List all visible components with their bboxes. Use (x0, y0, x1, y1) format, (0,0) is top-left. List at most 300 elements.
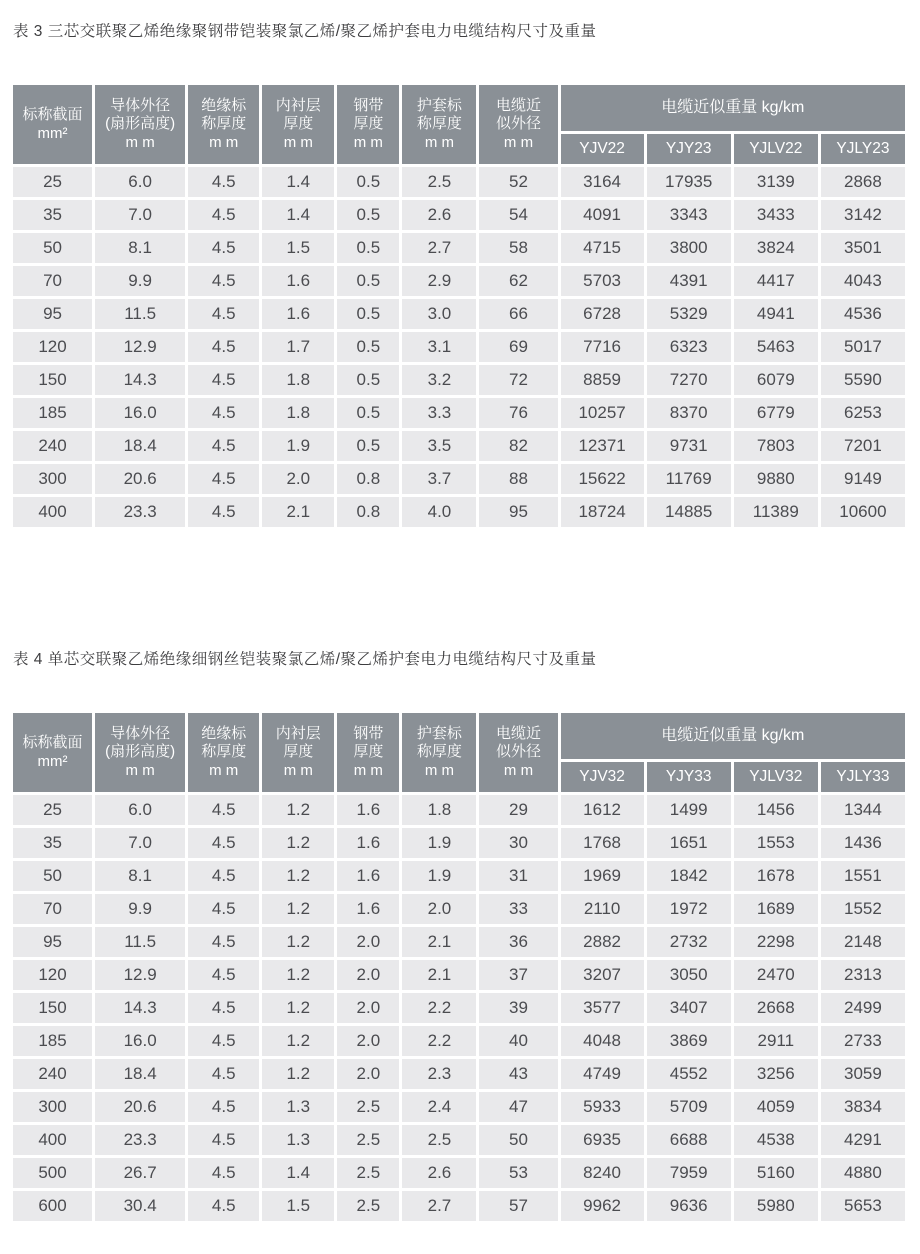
table-cell: 4.5 (188, 1158, 259, 1188)
table-cell: 88 (479, 464, 557, 494)
header-row (13, 713, 905, 759)
table-cell: 2.4 (402, 1092, 476, 1122)
table-cell: 1.7 (262, 332, 334, 362)
table-cell: 400 (13, 497, 92, 527)
table-cell: 0.5 (337, 431, 399, 461)
table-cell: 1.2 (262, 927, 334, 957)
table-cell: 3050 (647, 960, 731, 990)
table-cell: 58 (479, 233, 557, 263)
table-row (13, 894, 905, 924)
table-cell: 39 (479, 993, 557, 1023)
table-cell: 1.6 (337, 894, 399, 924)
table-cell: 5329 (647, 299, 731, 329)
table-cell: 1.8 (262, 365, 334, 395)
table-cell: 18724 (561, 497, 644, 527)
column-header-insulation-thickness: 绝缘标 称厚度 m m (188, 713, 259, 792)
table-cell: 2470 (734, 960, 818, 990)
table-cell: 240 (13, 1059, 92, 1089)
table-cell: 9731 (647, 431, 731, 461)
table-cell: 0.5 (337, 233, 399, 263)
table-cell: 3.2 (402, 365, 476, 395)
table-cell: 0.5 (337, 266, 399, 296)
table-cell: 3834 (821, 1092, 905, 1122)
table-cell: 150 (13, 993, 92, 1023)
table-cell: 16.0 (95, 1026, 185, 1056)
table-row (13, 167, 905, 197)
table-cell: 2.5 (337, 1092, 399, 1122)
table-cell: 9.9 (95, 266, 185, 296)
table-cell: 2.5 (402, 1125, 476, 1155)
weight-group-header: 电缆近似重量 kg/km (561, 713, 905, 759)
table-cell: 1.2 (262, 828, 334, 858)
table-cell: 2.2 (402, 993, 476, 1023)
table-cell: 2.1 (262, 497, 334, 527)
table-cell: 3407 (647, 993, 731, 1023)
table-cell: 4.5 (188, 497, 259, 527)
table-cell: 4880 (821, 1158, 905, 1188)
table-cell: 6.0 (95, 795, 185, 825)
column-header-sheath-thickness: 护套标 称厚度 m m (402, 713, 476, 792)
table-cell: 0.8 (337, 464, 399, 494)
table-cell: 36 (479, 927, 557, 957)
table-cell: 11769 (647, 464, 731, 494)
table-row (13, 365, 905, 395)
weight-column-header-yjly33: YJLY33 (821, 762, 905, 792)
table-cell: 2.5 (402, 167, 476, 197)
table-cell: 2.7 (402, 1191, 476, 1221)
table-cell: 4.5 (188, 927, 259, 957)
table-cell: 1972 (647, 894, 731, 924)
table-cell: 5017 (821, 332, 905, 362)
table-row (13, 960, 905, 990)
table-cell: 5980 (734, 1191, 818, 1221)
table-cell: 7803 (734, 431, 818, 461)
table-cell: 4.5 (188, 200, 259, 230)
table-cell: 9636 (647, 1191, 731, 1221)
table-row (13, 1092, 905, 1122)
table-cell: 4.5 (188, 1125, 259, 1155)
table-cell: 4.5 (188, 398, 259, 428)
table-cell: 4091 (561, 200, 644, 230)
table-cell: 120 (13, 960, 92, 990)
header-row (13, 85, 905, 131)
table-cell: 1.9 (262, 431, 334, 461)
column-header-conductor-od: 导体外径 (扇形高度) m m (95, 85, 185, 164)
table-cell: 4.5 (188, 894, 259, 924)
table-cell: 0.5 (337, 299, 399, 329)
table-cell: 1.6 (337, 795, 399, 825)
table-cell: 43 (479, 1059, 557, 1089)
column-header-nominal-section: 标称截面 mm² (13, 713, 92, 792)
table-cell: 23.3 (95, 497, 185, 527)
table-cell: 3800 (647, 233, 731, 263)
table-cell: 1.8 (402, 795, 476, 825)
table-cell: 1.2 (262, 1059, 334, 1089)
table-cell: 7201 (821, 431, 905, 461)
table-cell: 4536 (821, 299, 905, 329)
table-cell: 1.4 (262, 1158, 334, 1188)
table-cell: 4.0 (402, 497, 476, 527)
table-cell: 4.5 (188, 1092, 259, 1122)
table-cell: 2.0 (337, 993, 399, 1023)
table-cell: 1.9 (402, 861, 476, 891)
table-cell: 2313 (821, 960, 905, 990)
table-row (13, 497, 905, 527)
weight-column-header-yjy23: YJY23 (647, 134, 731, 164)
table-cell: 16.0 (95, 398, 185, 428)
table-cell: 1.2 (262, 894, 334, 924)
table-cell: 11.5 (95, 299, 185, 329)
table-cell: 1.3 (262, 1125, 334, 1155)
column-header-approx-od: 电缆近 似外径 m m (479, 713, 557, 792)
table-cell: 8.1 (95, 861, 185, 891)
table-cell: 4.5 (188, 828, 259, 858)
table-row (13, 332, 905, 362)
table-cell: 4059 (734, 1092, 818, 1122)
table-cell: 4.5 (188, 431, 259, 461)
table-cell: 4.5 (188, 464, 259, 494)
table-cell: 3.7 (402, 464, 476, 494)
table4-title: 表 4 单芯交联聚乙烯绝缘细钢丝铠装聚氯乙烯/聚乙烯护套电力电缆结构尺寸及重量 (13, 651, 597, 668)
table-cell: 9149 (821, 464, 905, 494)
table-cell: 9962 (561, 1191, 644, 1221)
table-row (13, 1059, 905, 1089)
table-cell: 8.1 (95, 233, 185, 263)
table-cell: 6.0 (95, 167, 185, 197)
table-cell: 57 (479, 1191, 557, 1221)
table-row (13, 1158, 905, 1188)
table-cell: 6688 (647, 1125, 731, 1155)
table-cell: 62 (479, 266, 557, 296)
table-cell: 1.4 (262, 167, 334, 197)
table3-title: 表 3 三芯交联聚乙烯绝缘聚钢带铠装聚氯乙烯/聚乙烯护套电力电缆结构尺寸及重量 (13, 23, 597, 40)
table-cell: 10257 (561, 398, 644, 428)
table-row (13, 1125, 905, 1155)
table-cell: 2110 (561, 894, 644, 924)
table-cell: 35 (13, 828, 92, 858)
table-cell: 1.6 (262, 299, 334, 329)
table-cell: 9.9 (95, 894, 185, 924)
table-row (13, 299, 905, 329)
table-cell: 14.3 (95, 993, 185, 1023)
table-cell: 6323 (647, 332, 731, 362)
table-cell: 54 (479, 200, 557, 230)
table-cell: 0.8 (337, 497, 399, 527)
table-cell: 2.5 (337, 1191, 399, 1221)
table-cell: 50 (13, 233, 92, 263)
table-cell: 3.0 (402, 299, 476, 329)
table-cell: 2.6 (402, 1158, 476, 1188)
table-cell: 3164 (561, 167, 644, 197)
table-cell: 150 (13, 365, 92, 395)
table-cell: 2911 (734, 1026, 818, 1056)
table-cell: 5463 (734, 332, 818, 362)
table-cell: 25 (13, 795, 92, 825)
table-cell: 3059 (821, 1059, 905, 1089)
table-cell: 8370 (647, 398, 731, 428)
table-cell: 10600 (821, 497, 905, 527)
table-cell: 6253 (821, 398, 905, 428)
table-cell: 600 (13, 1191, 92, 1221)
table-cell: 7716 (561, 332, 644, 362)
table-cell: 23.3 (95, 1125, 185, 1155)
table-cell: 2499 (821, 993, 905, 1023)
column-header-steel-tape-thickness: 钢带 厚度 m m (337, 713, 399, 792)
weight-column-header-yjlv22: YJLV22 (734, 134, 818, 164)
table-cell: 2.1 (402, 960, 476, 990)
table4 (10, 710, 908, 1224)
table-cell: 1456 (734, 795, 818, 825)
table-cell: 1689 (734, 894, 818, 924)
table-cell: 4.5 (188, 960, 259, 990)
table-cell: 70 (13, 894, 92, 924)
table-cell: 7.0 (95, 200, 185, 230)
column-header-nominal-section: 标称截面 mm² (13, 85, 92, 164)
table-cell: 11.5 (95, 927, 185, 957)
table-cell: 4.5 (188, 795, 259, 825)
table-cell: 1344 (821, 795, 905, 825)
table-cell: 0.5 (337, 167, 399, 197)
table-cell: 4.5 (188, 332, 259, 362)
table-cell: 2.0 (337, 927, 399, 957)
table-cell: 400 (13, 1125, 92, 1155)
table-cell: 2148 (821, 927, 905, 957)
weight-column-header-yjlv32: YJLV32 (734, 762, 818, 792)
table-cell: 1.2 (262, 960, 334, 990)
table-cell: 1551 (821, 861, 905, 891)
table-cell: 1.2 (262, 1026, 334, 1056)
table-cell: 2.3 (402, 1059, 476, 1089)
table-cell: 1.2 (262, 993, 334, 1023)
table-cell: 82 (479, 431, 557, 461)
column-header-steel-tape-thickness: 钢带 厚度 m m (337, 85, 399, 164)
table-cell: 2.9 (402, 266, 476, 296)
table-cell: 3869 (647, 1026, 731, 1056)
table-cell: 1969 (561, 861, 644, 891)
table-cell: 4941 (734, 299, 818, 329)
table-cell: 29 (479, 795, 557, 825)
weight-column-header-yjly23: YJLY23 (821, 134, 905, 164)
table-cell: 2668 (734, 993, 818, 1023)
table-cell: 14.3 (95, 365, 185, 395)
table-cell: 4.5 (188, 233, 259, 263)
table-cell: 20.6 (95, 464, 185, 494)
table-cell: 4.5 (188, 993, 259, 1023)
table-cell: 3577 (561, 993, 644, 1023)
table-cell: 1651 (647, 828, 731, 858)
column-header-approx-od: 电缆近 似外径 m m (479, 85, 557, 164)
table-cell: 1768 (561, 828, 644, 858)
table-cell: 1.4 (262, 200, 334, 230)
table-row (13, 1026, 905, 1056)
table-cell: 3433 (734, 200, 818, 230)
table-cell: 4.5 (188, 299, 259, 329)
table-row (13, 200, 905, 230)
table-cell: 14885 (647, 497, 731, 527)
table-cell: 7.0 (95, 828, 185, 858)
table-cell: 1.2 (262, 795, 334, 825)
table-cell: 3142 (821, 200, 905, 230)
table-cell: 20.6 (95, 1092, 185, 1122)
table-cell: 76 (479, 398, 557, 428)
table-cell: 3.5 (402, 431, 476, 461)
table-cell: 26.7 (95, 1158, 185, 1188)
table-cell: 3343 (647, 200, 731, 230)
table-cell: 120 (13, 332, 92, 362)
table-cell: 2882 (561, 927, 644, 957)
table-cell: 95 (479, 497, 557, 527)
table-cell: 0.5 (337, 398, 399, 428)
table-cell: 95 (13, 299, 92, 329)
table-cell: 7959 (647, 1158, 731, 1188)
table-cell: 1612 (561, 795, 644, 825)
table-cell: 47 (479, 1092, 557, 1122)
table-cell: 18.4 (95, 431, 185, 461)
table-cell: 185 (13, 398, 92, 428)
table-cell: 35 (13, 200, 92, 230)
table-cell: 17935 (647, 167, 731, 197)
table-cell: 6935 (561, 1125, 644, 1155)
table-cell: 2.2 (402, 1026, 476, 1056)
table-row (13, 266, 905, 296)
weight-column-header-yjv32: YJV32 (561, 762, 644, 792)
table-cell: 18.4 (95, 1059, 185, 1089)
table-cell: 1.5 (262, 1191, 334, 1221)
table-cell: 6728 (561, 299, 644, 329)
table-cell: 2.6 (402, 200, 476, 230)
table-cell: 40 (479, 1026, 557, 1056)
table-cell: 2733 (821, 1026, 905, 1056)
table-cell: 4.5 (188, 365, 259, 395)
table-cell: 11389 (734, 497, 818, 527)
table-cell: 5709 (647, 1092, 731, 1122)
table-cell: 500 (13, 1158, 92, 1188)
table-row (13, 233, 905, 263)
table-cell: 2.0 (402, 894, 476, 924)
table-cell: 3207 (561, 960, 644, 990)
table-cell: 9880 (734, 464, 818, 494)
table-cell: 66 (479, 299, 557, 329)
table-cell: 1436 (821, 828, 905, 858)
table-cell: 12.9 (95, 332, 185, 362)
table-cell: 50 (13, 861, 92, 891)
table-cell: 5160 (734, 1158, 818, 1188)
table-cell: 1.9 (402, 828, 476, 858)
table-cell: 4538 (734, 1125, 818, 1155)
table-row (13, 828, 905, 858)
table-row (13, 993, 905, 1023)
weight-column-header-yjv22: YJV22 (561, 134, 644, 164)
table-row (13, 927, 905, 957)
table-cell: 15622 (561, 464, 644, 494)
table-cell: 8859 (561, 365, 644, 395)
weight-column-header-yjy33: YJY33 (647, 762, 731, 792)
table-cell: 4291 (821, 1125, 905, 1155)
table-cell: 6779 (734, 398, 818, 428)
table-cell: 33 (479, 894, 557, 924)
table-cell: 240 (13, 431, 92, 461)
table-cell: 4043 (821, 266, 905, 296)
table-cell: 25 (13, 167, 92, 197)
table-cell: 300 (13, 1092, 92, 1122)
table3 (10, 82, 908, 530)
table-cell: 12371 (561, 431, 644, 461)
table-cell: 53 (479, 1158, 557, 1188)
column-header-insulation-thickness: 绝缘标 称厚度 m m (188, 85, 259, 164)
table-cell: 2.0 (337, 1059, 399, 1089)
table-cell: 31 (479, 861, 557, 891)
table-cell: 52 (479, 167, 557, 197)
table-cell: 1.6 (337, 861, 399, 891)
table-row (13, 398, 905, 428)
table-cell: 50 (479, 1125, 557, 1155)
table-cell: 1.8 (262, 398, 334, 428)
table-cell: 1842 (647, 861, 731, 891)
table-cell: 185 (13, 1026, 92, 1056)
table-cell: 1.6 (337, 828, 399, 858)
table-cell: 1499 (647, 795, 731, 825)
table-cell: 5933 (561, 1092, 644, 1122)
table-cell: 37 (479, 960, 557, 990)
table-cell: 3139 (734, 167, 818, 197)
table-cell: 4749 (561, 1059, 644, 1089)
table-cell: 95 (13, 927, 92, 957)
table-cell: 4.5 (188, 1026, 259, 1056)
table-cell: 2298 (734, 927, 818, 957)
table-cell: 4552 (647, 1059, 731, 1089)
table-cell: 3501 (821, 233, 905, 263)
table-cell: 300 (13, 464, 92, 494)
table-cell: 8240 (561, 1158, 644, 1188)
column-header-sheath-thickness: 护套标 称厚度 m m (402, 85, 476, 164)
table-cell: 4.5 (188, 266, 259, 296)
table-cell: 4.5 (188, 1191, 259, 1221)
table-cell: 0.5 (337, 200, 399, 230)
table-cell: 0.5 (337, 365, 399, 395)
table-cell: 4.5 (188, 861, 259, 891)
table-cell: 5653 (821, 1191, 905, 1221)
table-cell: 1.3 (262, 1092, 334, 1122)
weight-group-header: 电缆近似重量 kg/km (561, 85, 905, 131)
table-row (13, 431, 905, 461)
table-cell: 1553 (734, 828, 818, 858)
table-cell: 4715 (561, 233, 644, 263)
column-header-inner-liner-thickness: 内衬层 厚度 m m (262, 713, 334, 792)
table-cell: 0.5 (337, 332, 399, 362)
table-cell: 2.5 (337, 1125, 399, 1155)
table-cell: 1.6 (262, 266, 334, 296)
table-row (13, 795, 905, 825)
table-cell: 30 (479, 828, 557, 858)
table-cell: 72 (479, 365, 557, 395)
table-cell: 3.1 (402, 332, 476, 362)
table-row (13, 861, 905, 891)
table-cell: 3.3 (402, 398, 476, 428)
table-cell: 12.9 (95, 960, 185, 990)
table-cell: 3256 (734, 1059, 818, 1089)
table-cell: 2.1 (402, 927, 476, 957)
table-row (13, 1191, 905, 1221)
column-header-conductor-od: 导体外径 (扇形高度) m m (95, 713, 185, 792)
table-cell: 5590 (821, 365, 905, 395)
table-cell: 70 (13, 266, 92, 296)
column-header-inner-liner-thickness: 内衬层 厚度 m m (262, 85, 334, 164)
table-cell: 4.5 (188, 1059, 259, 1089)
table-cell: 4391 (647, 266, 731, 296)
table-cell: 1678 (734, 861, 818, 891)
table-cell: 2868 (821, 167, 905, 197)
table-cell: 69 (479, 332, 557, 362)
